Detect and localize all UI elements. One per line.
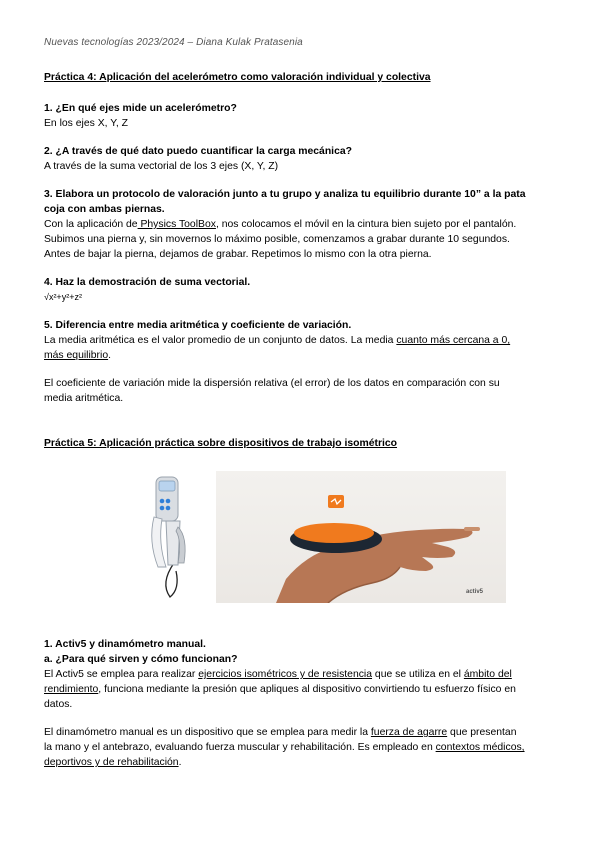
page-header: Nuevas tecnologías 2023/2024 – Diana Kulak Pratasenia [44,37,303,48]
activ5-paragraph-line1: El Activ5 se emplea para realizar ejercicios isométricos y de resistencia que se utiliza en el ámbito del [44,669,512,680]
practica4-title: Práctica 4: Aplicación del acelerómetro como valoración individual y colectiva [44,72,431,83]
activ5-hand-photo [216,471,506,603]
activ5-logo: activ5 [466,589,484,595]
q5-answer2-line1: El coeficiente de variación mide la dispersión relativa (el error) de los datos en comparación con su [44,378,500,389]
q2-answer: A través de la suma vectorial de los 3 ejes (X, Y, Z) [44,161,279,172]
activ5-illustration [216,471,506,603]
q3-answer-line2: Subimos una pierna y, sin movernos lo máximo posible, comenzamos a grabar durante 10 segundos. [44,234,510,245]
q5-question: 5. Diferencia entre media aritmética y coeficiente de variación. [44,320,352,331]
q4-question: 4. Haz la demostración de suma vectorial. [44,277,251,288]
q1-answer: En los ejes X, Y, Z [44,118,128,129]
q5-answer-line1: La media aritmética es el valor promedio de un conjunto de datos. La media cuanto más cercana a 0, [44,335,511,346]
physics-toolbox-link[interactable]: Physics ToolBox [137,219,216,230]
q3-answer-line1: Con la aplicación de Physics ToolBox, nos colocamos el móvil en la cintura bien sujeto por el pantalón. [44,219,517,230]
devices-figure [140,471,506,603]
hand-dynamometer-photo [140,471,210,603]
q3-question-line1: 3. Elabora un protocolo de valoración junto a tu grupo y analiza tu equilibrio durante 10” a la pata [44,189,526,200]
q1-question: 1. ¿En qué ejes mide un acelerómetro? [44,103,237,114]
q3-question-line2: coja con ambas piernas. [44,204,165,215]
p5-q1-subquestion: a. ¿Para qué sirven y cómo funcionan? [44,654,238,665]
q3-answer-line3: Antes de bajar la pierna, dejamos de grabar. Repetimos lo mismo con la otra pierna. [44,249,432,260]
q5-answer-line2: más equilibrio. [44,350,111,361]
q4-formula: √x²+y²+z² [44,292,82,302]
q5-answer2-line2: media aritmética. [44,393,124,404]
p5-q1-question: 1. Activ5 y dinamómetro manual. [44,639,206,650]
dynamometer-paragraph-line2: la mano y el antebrazo, evaluando fuerza muscular y rehabilitación. Es empleado en contextos médicos, [44,742,525,753]
document-body [44,70,554,770]
activ5-paragraph-line3: datos. [44,699,73,710]
dynamometer-illustration [140,471,210,603]
q2-question: 2. ¿A través de qué dato puedo cuantificar la carga mecánica? [44,146,352,157]
activ5-paragraph-line2: rendimiento, funciona mediante la presión que apliques al dispositivo convirtiendo tu esfuerzo físico en [44,684,516,695]
dynamometer-paragraph-line3: deportivos y de rehabilitación. [44,757,182,768]
dynamometer-paragraph-line1: El dinamómetro manual es un dispositivo que se emplea para medir la fuerza de agarre que presentan [44,727,517,738]
practica5-title: Práctica 5: Aplicación práctica sobre dispositivos de trabajo isométrico [44,438,398,449]
